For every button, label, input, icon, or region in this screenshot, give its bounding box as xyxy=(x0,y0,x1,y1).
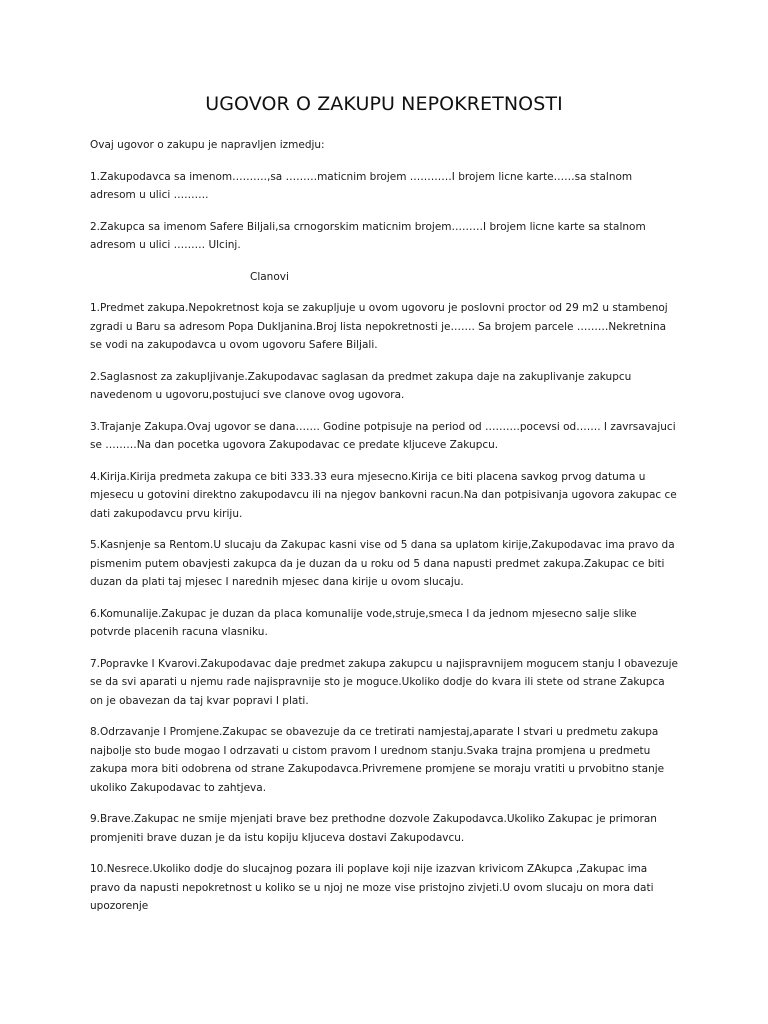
article-6: 6.Komunalije.Zakupac je duzan da placa komunalije vode,struje,smeca I da jednom mjesecno salje slike potvrde placenih racuna vlasniku. xyxy=(90,607,637,638)
document-body xyxy=(90,136,680,929)
article-8: 8.Odrzavanje I Promjene.Zakupac se obavezuje da ce tretirati namjestaj,aparate I stvari u predmetu zakupa najbolje sto bude mogao I odrzavati u cistom pravom I urednom stanju.Svaka trajna promjena u predmetu zakupa mora biti odobrena od strane Zakupodavca.Privremene promjene se moraju vratiti u prvobitno stanje ukoliko Zakupodavac to zahtjeva. xyxy=(90,726,665,794)
article-5: 5.Kasnjenje sa Rentom.U slucaju da Zakupac kasni vise od 5 dana sa uplatom kirije,Zakupodavac ima pravo da pismenim putem obavjesti zakupca da je duzan da u roku od 5 dana napusti predmet zakupa.Zakupac ce biti duzan da plati taj mjesec I narednih mjesec dana kirije u ovom slucaju. xyxy=(90,539,675,588)
article-2: 2.Saglasnost za zakupljivanje.Zakupodavac saglasan da predmet zakupa daje na zakuplivanje zakupcu navedenom u ugovoru,postujuci sve clanove ovog ugovora. xyxy=(90,370,632,401)
intro-paragraph: Ovaj ugovor o zakupu je napravljen izmedju: xyxy=(90,139,325,151)
party-2-paragraph: 2.Zakupca sa imenom Safere Biljali,sa crnogorskim maticnim brojem………I brojem licne karte sa stalnom adresom u ulici ……… Ulcinj. xyxy=(90,220,646,251)
document-title: UGOVOR O ZAKUPU NEPOKRETNOSTI xyxy=(205,93,563,115)
article-9: 9.Brave.Zakupac ne smije mjenjati brave bez prethodne dozvole Zakupodavca.Ukoliko Zakupac je primoran promjeniti brave duzan je da istu kopiju kljuceva dostavi Zakupodavcu. xyxy=(90,813,657,844)
article-10: 10.Nesrece.Ukoliko dodje do slucajnog pozara ili poplave koji nije izazvan krivicom ZAkupca ,Zakupac ima pravo da napusti nepokretnost u koliko se u njoj ne moze vise pristojno zivjeti.U ovom slucaju on mora dati upozorenje xyxy=(90,863,654,912)
section-heading: Clanovi xyxy=(250,270,289,283)
article-7: 7.Popravke I Kvarovi.Zakupodavac daje predmet zakupa zakupcu u najispravnijem mogucem stanju I obavezuje se da svi aparati u njemu rade najispravnije sto je moguce.Ukoliko dodje do kvara ili stete od strane Zakupca on je obavezan da taj kvar popravi I plati. xyxy=(90,657,678,707)
article-4: 4.Kirija.Kirija predmeta zakupa ce biti 333.33 eura mjesecno.Kirija ce biti placena savkog prvog datuma u mjesecu u gotovini direktno zakupodavcu ili na njegov bankovni racun.Na dan potpisivanja ugovora zakupac ce dati zakupodavcu prvu kiriju. xyxy=(90,470,677,520)
article-1: 1.Predmet zakupa.Nepokretnost koja se zakupljuje u ovom ugovoru je poslovni proctor od 29 m2 u stambenoj zgradi u Baru sa adresom Popa Dukljanina.Broj lista nepokretnosti je……. Sa brojem parcele ………Nekretnina se vodi na zakupodavca u ovom ugovoru Safere Biljali. xyxy=(90,302,668,351)
article-3: 3.Trajanje Zakupa.Ovaj ugovor se dana……. Godine potpisuje na period od ……….pocevsi od……. I zavrsavajuci se ………Na dan pocetka ugovora Zakupodavac ce predate kljuceve Zakupcu. xyxy=(90,420,676,451)
party-1-paragraph: 1.Zakupodavca sa imenom……….,sa ………maticnim brojem …………I brojem licne karte……sa stalnom adresom u ulici ………. xyxy=(90,170,633,201)
